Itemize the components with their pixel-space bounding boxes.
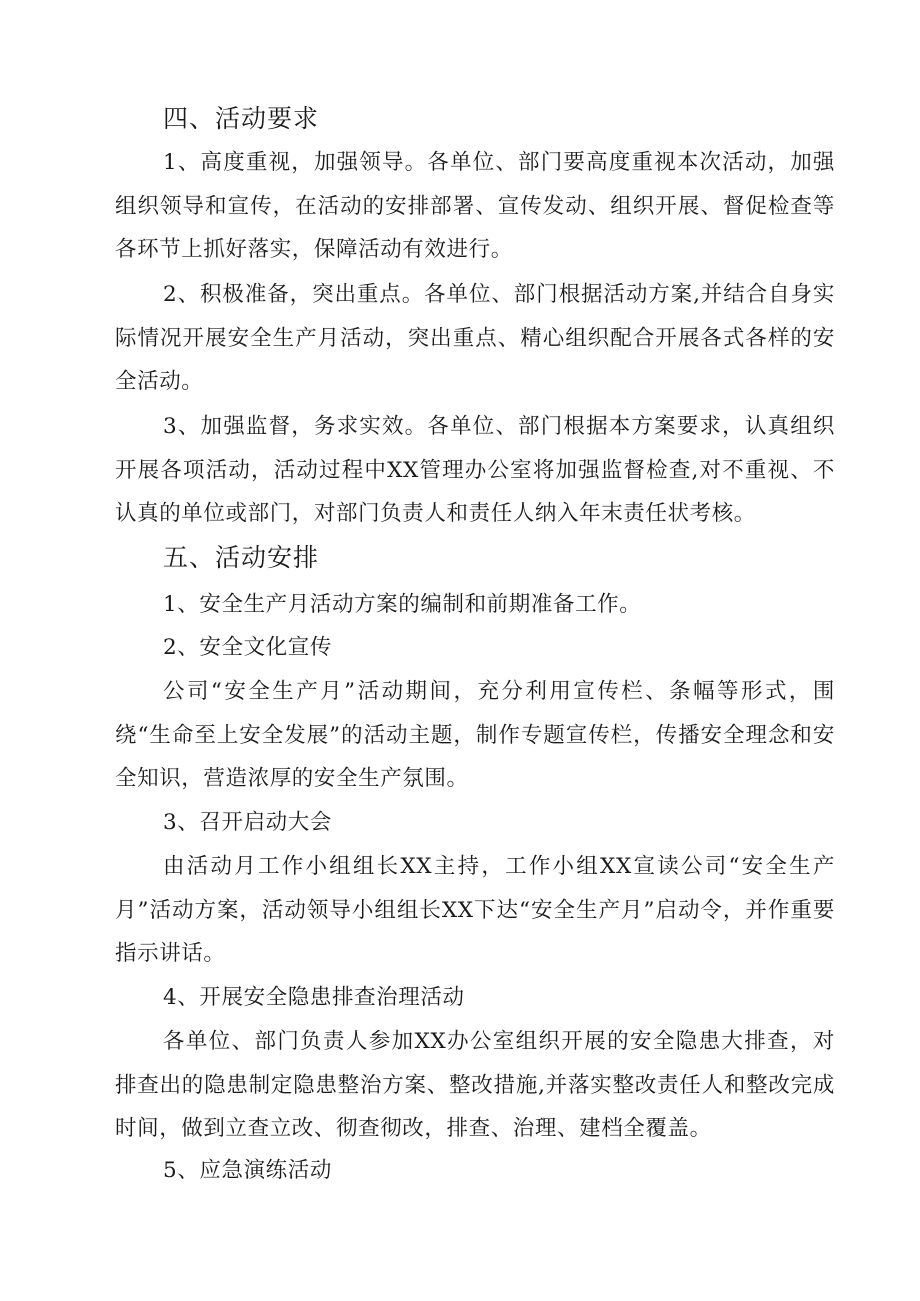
- arrangement-item-4-title: 4、开展安全隐患排查治理活动: [163, 985, 465, 1010]
- arrangement-item-3-body: 由活动月工作小组组长XX主持，工作小组XX宣读公司“安全生产月”活动方案，活动领导小组组长XX下达“安全生产月”启动令，并作重要指示讲话。: [115, 854, 835, 966]
- section-heading-activity-requirements: 四、活动要求: [163, 104, 320, 133]
- arrangement-item-3-title: 3、召开启动大会: [163, 810, 332, 835]
- requirement-paragraph-3: 3、加强监督，务求实效。各单位、部门根据本方案要求，认真组织开展各项活动，活动过程中XX管理办公室将加强监督检查,对不重视、不认真的单位或部门，对部门负责人和责任人纳入年末责任状考核。: [115, 414, 835, 526]
- arrangement-item-1: 1、安全生产月活动方案的编制和前期准备工作。: [163, 592, 642, 617]
- arrangement-item-4-body: 各单位、部门负责人参加XX办公室组织开展的安全隐患大排查，对排查出的隐患制定隐患整治方案、整改措施,并落实整改责任人和整改完成时间，做到立查立改、彻查彻改，排查、治理、建档全覆盖。: [115, 1029, 835, 1141]
- arrangement-item-5-title: 5、应急演练活动: [163, 1158, 332, 1183]
- requirement-paragraph-2: 2、积极准备，突出重点。各单位、部门根据活动方案,并结合自身实际情况开展安全生产月活动，突出重点、精心组织配合开展各式各样的安全活动。: [115, 282, 835, 394]
- arrangement-item-2-body: 公司“安全生产月”活动期间，充分利用宣传栏、条幅等形式，围绕“生命至上安全发展”的活动主题，制作专题宣传栏，传播安全理念和安全知识，营造浓厚的安全生产氛围。: [115, 679, 835, 791]
- requirement-paragraph-1: 1、高度重视，加强领导。各单位、部门要高度重视本次活动，加强组织领导和宣传，在活动的安排部署、宣传发动、组织开展、督促检查等各环节上抓好落实，保障活动有效进行。: [115, 150, 835, 262]
- section-heading-activity-arrangement: 五、活动安排: [163, 543, 320, 572]
- arrangement-item-2-title: 2、安全文化宣传: [163, 635, 332, 660]
